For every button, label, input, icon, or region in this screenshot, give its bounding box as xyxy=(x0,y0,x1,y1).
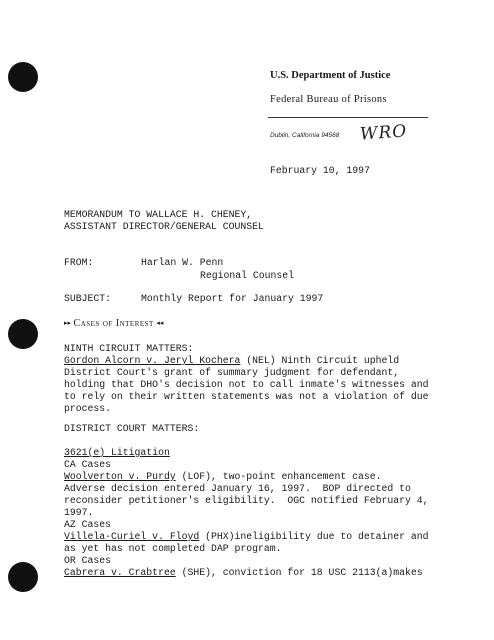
alcorn-line5: process. xyxy=(64,403,112,414)
villela-line1: (PHX)ineligibility due to detainer and xyxy=(199,531,429,542)
district-court-section xyxy=(64,447,429,579)
ca-cases-label: CA Cases xyxy=(64,459,112,470)
az-cases-label: AZ Cases xyxy=(64,519,112,530)
punch-hole-middle xyxy=(8,319,38,349)
memo-date: February 10, 1997 xyxy=(270,165,370,176)
cases-of-interest-heading xyxy=(64,318,163,329)
alcorn-line4: to rely on their written statements was not a violation of due xyxy=(64,391,429,402)
agency-name: U.S. Department of Justice xyxy=(270,70,391,81)
memo-recipient xyxy=(64,209,264,233)
villela-line2: as yet has not completed DAP program. xyxy=(64,543,282,554)
memo-recipient-line2: ASSISTANT DIRECTOR/GENERAL COUNSEL xyxy=(64,221,264,232)
heading-marker-right: ◂◂ xyxy=(156,319,164,327)
ninth-circuit-heading: NINTH CIRCUIT MATTERS: xyxy=(64,343,194,354)
alcorn-line2: District Court's grant of summary judgment for defendant, xyxy=(64,367,400,378)
case-name-cabrera: Cabrera v. Crabtree xyxy=(64,567,176,578)
ninth-circuit-section xyxy=(64,343,429,415)
case-name-alcorn: Gordon Alcorn v. Jeryl Kochera xyxy=(64,355,241,366)
office-location: Dublin, California 94568 xyxy=(270,132,340,139)
subject-label: SUBJECT: xyxy=(64,293,112,304)
woolverton-line1: (LOF), two-point enhancement case. xyxy=(175,471,382,482)
handwritten-initials: WRO xyxy=(359,121,408,145)
from-label: FROM: xyxy=(64,257,94,268)
district-court-heading: DISTRICT COURT MATTERS: xyxy=(64,423,200,434)
woolverton-line4: 1997. xyxy=(64,507,94,518)
cases-of-interest-text: Cases of Interest xyxy=(73,318,154,329)
letterhead-rule xyxy=(268,117,428,118)
subject-text: Monthly Report for January 1997 xyxy=(141,293,324,304)
punch-hole-bottom xyxy=(8,562,38,592)
punch-hole-top xyxy=(8,62,38,92)
alcorn-line1: (NEL) Ninth Circuit upheld xyxy=(240,355,400,366)
cabrera-line1: (SHE), conviction for 18 USC 2113(a)makes xyxy=(175,567,423,578)
case-name-villela: Villela-Curiel v. Floyd xyxy=(64,531,200,542)
woolverton-line3: reconsider petitioner's eligibility. OGC notified February 4, xyxy=(64,495,429,506)
case-name-woolverton: Woolverton v. Purdy xyxy=(64,471,176,482)
memo-recipient-line1: MEMORANDUM TO WALLACE H. CHENEY, xyxy=(64,209,253,220)
from-title: Regional Counsel xyxy=(200,270,295,281)
or-cases-label: OR Cases xyxy=(64,555,112,566)
heading-marker-left: ▸▸ xyxy=(64,319,72,327)
woolverton-line2: Adverse decision entered January 16, 1997. BOP directed to xyxy=(64,483,411,494)
bureau-name: Federal Bureau of Prisons xyxy=(270,94,387,105)
alcorn-line3: holding that DHO's decision not to call inmate's witnesses and xyxy=(64,379,429,390)
litigation-heading: 3621(e) Litigation xyxy=(64,447,170,458)
from-name: Harlan W. Penn xyxy=(141,257,224,268)
